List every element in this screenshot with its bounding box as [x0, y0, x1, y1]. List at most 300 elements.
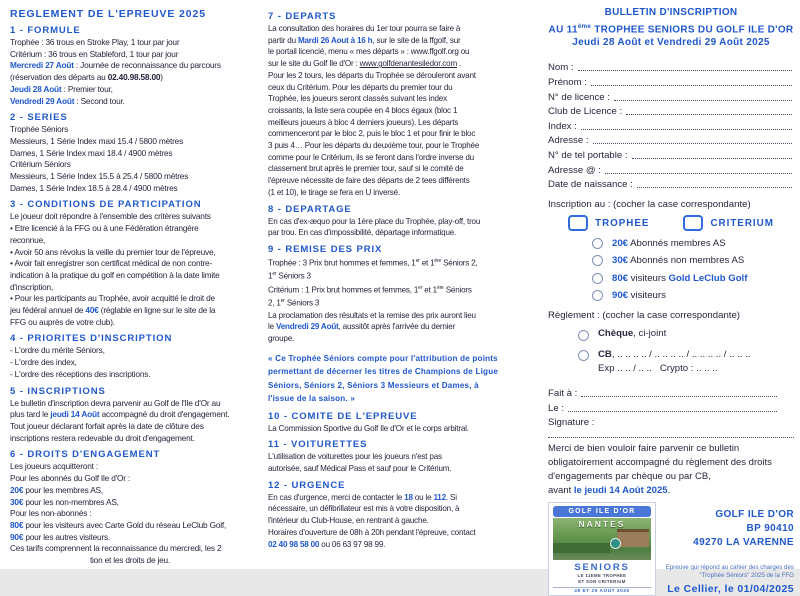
text-segment: FFG ou auprès de votre club).: [10, 316, 115, 327]
text-segment: er: [272, 271, 277, 278]
section-heading: 1 - FORMULE: [10, 25, 81, 36]
field-label: Date de naissance :: [548, 179, 633, 191]
text-segment: visiteurs: [628, 290, 666, 302]
text-segment: d'engagements par chèque ou par CB,: [548, 471, 711, 483]
text-segment: sur le site du Golf Ile d'Or :: [268, 59, 360, 69]
text-segment: Séniors, Séniors 2, Séniors 3 Messieurs et Dames, à: [268, 380, 479, 390]
text-line: [268, 296, 516, 309]
text-line: [548, 484, 794, 498]
payment-cheque-option: [578, 328, 794, 341]
text-line: [268, 451, 516, 463]
text-line: [10, 543, 250, 555]
text-segment: 20€: [10, 484, 24, 495]
text-segment: pour les autres visiteurs.: [23, 531, 111, 542]
text-segment: Dames, 1 Série Index 18.5 à 28.4 / 4900 mètres: [10, 182, 178, 193]
text-line: [10, 159, 250, 171]
field-naissance: [548, 176, 794, 191]
text-line: [548, 20, 794, 37]
dotted-line: [614, 92, 792, 101]
radio-fee-80[interactable]: [592, 273, 603, 284]
text-segment: meilleurs joueurs à bloc 4 derniers joueurs). Les départs: [268, 117, 459, 127]
field-label: Adresse :: [548, 135, 589, 147]
submission-note: [548, 442, 794, 498]
text-line: [10, 37, 250, 49]
text-segment: • Avoir fait enregistrer son certificat médical de non contre-: [10, 258, 213, 269]
text-segment: 90€: [10, 531, 24, 542]
radio-fee-30[interactable]: [592, 255, 603, 266]
text-segment: partir du: [268, 35, 298, 45]
text-segment: Exp .. .. / .. .. Crypto : .. .. ..: [598, 363, 718, 375]
text-segment: par trou. En cas d'impossibilité, départage informatique.: [268, 228, 457, 238]
text-line: [268, 175, 516, 187]
text-segment: reconnue,: [10, 234, 46, 245]
dotted-line: [568, 403, 777, 412]
text-segment: Le joueur doit répondre à l'ensemble des critères suivants: [10, 211, 211, 222]
field-label: Club de Licence :: [548, 106, 623, 118]
text-line: [268, 152, 516, 164]
text-line: [268, 365, 516, 379]
text-line: [598, 362, 750, 376]
text-line: [10, 473, 250, 485]
text-segment: .: [667, 485, 671, 497]
section-urgence: [268, 479, 516, 551]
text-line: [10, 282, 250, 294]
text-segment: Vendredi 29 Août: [10, 95, 75, 106]
fee-option-90: [592, 290, 794, 301]
text-segment: , .. .. .. .. / .. .. .. .. / .. .. .. .. / .. .. ..: [611, 349, 751, 361]
checkbox-criterium[interactable]: [683, 215, 703, 231]
bulletin-title: [548, 6, 794, 50]
text-segment: En cas d'urgence, merci de contacter le: [268, 492, 405, 502]
text-line: [10, 124, 250, 136]
dotted-line: [626, 106, 792, 115]
field-club: [548, 103, 794, 118]
section-comite: [268, 410, 516, 435]
text-line: [268, 163, 516, 175]
text-line: [268, 128, 516, 140]
reglement-label: Règlement : (cocher la case correspondante): [548, 310, 740, 322]
text-segment: comme pour le Critérium, ils se feront dans l'ordre inverse du: [268, 152, 474, 162]
text-line: [10, 60, 250, 72]
section-heading: 10 - COMITE DE L'EPREUVE: [268, 410, 418, 422]
text-line: [10, 532, 250, 544]
text-segment: Abonnés membres AS: [628, 237, 726, 249]
text-segment: ou 06 63 97 98 99.: [319, 539, 386, 549]
section-body: [10, 124, 250, 194]
text-segment: croissants, la liste sera coupée en 4 blocs égaux (bloc 1: [268, 105, 458, 115]
text-line: [268, 93, 516, 105]
text-segment: 02 40 98 58 00: [268, 539, 320, 549]
section-heading: 6 - DROITS D'ENGAGEMENT: [10, 449, 161, 461]
section-heading: 11 - VOITURETTES: [268, 439, 368, 451]
section-remise-prix: [268, 243, 516, 345]
text-segment: Gold LeClub Golf: [668, 272, 748, 284]
tournament-poster: [548, 502, 656, 596]
text-segment: ème: [577, 22, 592, 30]
fee-option-80: [592, 273, 794, 284]
signature-label: Signature :: [548, 417, 595, 429]
dotted-line: [593, 135, 792, 144]
text-segment: groupe.: [268, 333, 295, 343]
text-segment: 18: [404, 492, 413, 502]
text-segment: Jeudi 28 Août et Vendredi 29 Août 2025: [572, 37, 770, 49]
section-departage: [268, 203, 516, 239]
text-segment: l'épreuve nécessite de faire des départs de 2 tees différents: [268, 176, 470, 186]
text-line: [10, 293, 250, 305]
text-segment: Critérium : 36 trous en Stableford, 1 tour par jour: [10, 48, 179, 59]
text-segment: Trophée Séniors: [10, 124, 69, 135]
text-line: [268, 23, 516, 35]
text-segment: , sur le site de la ffgolf, sur: [372, 35, 461, 45]
text-segment: commenceront par le bloc 2, puis le bloc 1 et pour finir le bloc: [268, 129, 476, 139]
text-line: [10, 223, 250, 235]
text-segment: avant: [548, 485, 574, 497]
text-line: [268, 503, 516, 515]
text-segment: : Second tour.: [74, 95, 125, 106]
text-segment: l'intérieur du Club-House, en rentrant à gauche.: [268, 516, 429, 526]
text-segment: Séniors: [443, 285, 472, 295]
section-body: [268, 451, 516, 474]
field-index: [548, 117, 794, 132]
text-segment: Trophée : 3 Prix brut hommes et femmes, 1: [268, 258, 416, 268]
fee-label: [612, 255, 744, 266]
text-segment: ceux du Critérium. Pour les départs du premier tour du: [268, 82, 453, 92]
text-line: [10, 148, 250, 160]
text-segment: pour les membres AS,: [23, 484, 103, 495]
text-segment: « Ce Trophée Séniors compte pour l'attribution de points: [268, 353, 498, 363]
text-line: [268, 46, 516, 58]
checkbox-trophee[interactable]: [568, 215, 588, 231]
column-bulletin: [526, 6, 794, 596]
text-segment: ère: [436, 284, 444, 291]
text-segment: classement brut après le premier tour, sauf si le comité de: [268, 164, 464, 174]
text-line: [268, 463, 516, 475]
radio-payment-cb[interactable]: [578, 350, 589, 361]
text-segment: 1: [268, 272, 273, 282]
text-line: [10, 485, 250, 497]
text-segment: : Premier tour,: [61, 83, 113, 94]
text-line: [10, 433, 250, 445]
text-line: [268, 82, 516, 94]
poster-subtitle-2: ET SON CRITERIUM: [578, 578, 626, 584]
section-series: [10, 111, 250, 194]
text-line: [10, 235, 250, 247]
text-line: [10, 49, 250, 61]
section-body: [268, 256, 516, 345]
text-line: [268, 379, 516, 393]
text-segment: Chèque: [598, 328, 634, 340]
text-segment: 20€: [612, 237, 629, 249]
text-segment: Pour les 2 tours, les départs du Trophée se dérouleront avant: [268, 70, 476, 80]
text-segment: et 1: [422, 285, 437, 295]
text-segment: BULLETIN D'INSCRIPTION: [604, 7, 738, 18]
inscription-choices: [548, 215, 794, 231]
clubhouse-shape: [617, 529, 649, 547]
address-line: 49270 LA VARENNE: [693, 537, 794, 549]
text-segment: jeudi 14 Août: [50, 409, 100, 420]
league-points-note: [268, 352, 516, 406]
text-segment: .: [457, 59, 462, 69]
link-url[interactable]: www.golfdenantesiledor.com: [359, 59, 457, 69]
section-body: [268, 492, 516, 551]
text-line: [10, 555, 250, 567]
text-line: [10, 497, 250, 509]
text-segment: Horaires d'ouverture de 08h à 20h pendant l'épreuve, contact: [268, 527, 476, 537]
text-line: [268, 423, 516, 435]
text-segment: (réservation des départs au: [10, 72, 108, 83]
text-line: [10, 305, 250, 317]
text-segment: Trophée : 36 trous en Stroke Play, 1 tour par jour: [10, 37, 180, 47]
text-line: [548, 6, 794, 20]
text-segment: : Journée de reconnaissance du parcours: [73, 60, 221, 71]
golf-course-photo: [553, 518, 651, 560]
fee-option-30: [592, 255, 794, 266]
field-adresse: [548, 132, 794, 147]
text-segment: , aussitôt après l'arrivée du dernier: [338, 322, 456, 332]
section-body: [268, 216, 516, 239]
reglement-title: REGLEMENT DE L'EPREUVE 2025: [10, 8, 207, 20]
section-body: [268, 23, 516, 199]
bulletin-footer: [548, 502, 794, 596]
text-segment: tion et les droits de jeu.: [89, 555, 171, 566]
text-line: [268, 283, 516, 296]
text-segment: d'inscription,: [10, 281, 54, 292]
text-segment: ère: [434, 257, 442, 264]
text-segment: Ces tarifs comprennent la reconnaissance du mercredi, les 2: [10, 543, 222, 554]
text-line: [268, 492, 516, 504]
dotted-line: [578, 62, 792, 71]
text-line: [548, 456, 794, 470]
text-segment: le: [268, 322, 276, 332]
text-segment: Le bulletin d'inscription devra parvenir au Golf de l'Ile d'Or au: [10, 397, 221, 408]
text-segment: plus tard le: [10, 409, 51, 420]
radio-fee-90[interactable]: [592, 290, 603, 301]
text-segment: 30€: [10, 496, 24, 507]
text-line: [268, 269, 516, 282]
column-reglement-suite: [250, 6, 526, 569]
text-segment: le portail licencié, menu « mes départs » : www.ffgolf.org ou: [268, 47, 470, 57]
text-line: [268, 105, 516, 117]
text-line: [10, 508, 250, 520]
section-body: [10, 211, 250, 328]
field-email: [548, 161, 794, 176]
text-segment: Mardi 26 Aout à 16 h: [297, 35, 373, 45]
section-formule: [10, 24, 250, 107]
section-heading: 8 - DEPARTAGE: [268, 203, 352, 215]
text-segment: nécessaire, un défibrillateur est mis à votre disposition, à: [268, 504, 460, 514]
fee-label: [612, 238, 726, 249]
hedge-shape: [553, 543, 610, 553]
trophee-label: TROPHEE: [595, 217, 650, 229]
text-segment: accompagné du droit d'engagement.: [99, 409, 230, 420]
text-segment: er: [418, 284, 423, 291]
poster-city: NANTES: [578, 519, 626, 530]
trophee-option: [568, 215, 649, 231]
section-body: [10, 37, 250, 107]
text-segment: pour les non-membres AS,: [23, 496, 119, 507]
text-segment: - L'ordre du mérite Séniors,: [10, 345, 105, 356]
text-line: [268, 140, 516, 152]
field-label: N° de licence :: [548, 91, 610, 103]
text-segment: jeu fédéral annuel de: [10, 305, 86, 316]
text-segment: Les joueurs acquitteront :: [10, 461, 98, 472]
text-line: [10, 421, 250, 433]
bulletin-fields: [548, 59, 794, 190]
dotted-line: [581, 121, 792, 130]
field-telephone: [548, 146, 794, 161]
text-line: [10, 247, 250, 259]
text-line: [10, 409, 250, 421]
text-segment: Vendredi 29 Août: [275, 322, 339, 332]
text-segment: AU 11: [548, 23, 578, 35]
signoff-date: Le Cellier, le 01/04/2025: [667, 583, 794, 596]
text-line: [268, 321, 516, 333]
text-line: [548, 36, 794, 50]
dotted-line: [632, 150, 792, 159]
radio-payment-cheque[interactable]: [578, 330, 589, 341]
text-segment: En cas d'ex-æquo pour la 1ère place du Trophée, play-off, trou: [268, 216, 481, 226]
fee-label: [612, 273, 747, 284]
text-segment: inscriptions restera redevable du droit d'engagement.: [10, 432, 195, 443]
text-line: [548, 470, 794, 484]
section-body: [10, 345, 250, 380]
text-segment: 40€: [85, 305, 99, 316]
text-line: [268, 256, 516, 269]
field-label: Index :: [548, 120, 577, 132]
signature-block: [548, 383, 794, 428]
text-segment: 112: [433, 492, 446, 502]
field-prenom: [548, 73, 794, 88]
section-voiturettes: [268, 438, 516, 474]
text-segment: l'issue de la saison. »: [268, 394, 356, 404]
text-line: [268, 70, 516, 82]
text-line: [268, 333, 516, 345]
text-segment: et 1: [419, 258, 435, 268]
criterium-label: CRITERIUM: [710, 217, 774, 229]
text-segment: , ci-joint: [633, 328, 667, 340]
section-body: [10, 461, 250, 566]
text-segment: le jeudi 14 Août 2025: [573, 485, 668, 497]
fee-label: [612, 290, 666, 301]
text-line: [598, 348, 750, 362]
text-segment: 2, 1: [268, 298, 281, 308]
le-row: [548, 399, 779, 415]
text-segment: • Etre licencié à la FFG ou à une Fédération étrangère: [10, 223, 199, 234]
text-line: [268, 539, 516, 551]
text-segment: Messieurs, 1 Série Index 15.5 à 25.4 / 5800 mètres: [10, 171, 189, 182]
text-line: [268, 35, 516, 47]
text-segment: obligatoirement accompagné du règlement des droits: [548, 457, 772, 469]
text-line: [10, 461, 250, 473]
poster-date: 28 ET 29 AOUT 2025: [553, 587, 651, 595]
text-line: [268, 527, 516, 539]
text-segment: La consultation des horaires du 1er tour pourra se faire à: [268, 24, 461, 33]
text-line: [10, 183, 250, 195]
text-line: [268, 392, 516, 406]
field-licence: [548, 88, 794, 103]
section-heading: 5 - INSCRIPTIONS: [10, 385, 106, 397]
text-line: [268, 515, 516, 527]
address-line: BP 90410: [746, 523, 794, 535]
club-address-block: [666, 502, 794, 596]
section-heading: 12 - URGENCE: [268, 479, 346, 491]
radio-fee-20[interactable]: [592, 238, 603, 249]
text-line: [268, 117, 516, 129]
section-heading: 9 - REMISE DES PRIX: [268, 243, 383, 255]
section-conditions: [10, 198, 250, 328]
text-segment: 80€: [10, 519, 24, 530]
text-segment: permettant de décerner les titres de Champions de Ligue: [268, 367, 499, 377]
section-heading: 2 - SERIES: [10, 112, 68, 124]
text-segment: • Pour les participants au Trophée, avoir acquitté le droit de: [10, 293, 215, 304]
poster-banner: GOLF ILE D'OR: [553, 506, 651, 517]
poster-subtitle-1: LE 11EME TROPHEE: [577, 573, 627, 579]
dotted-separator: [548, 437, 794, 438]
section-heading: 4 - PRIORITES D'INSCRIPTION: [10, 333, 173, 345]
payment-cb-option: [578, 348, 794, 376]
section-priorites: [10, 332, 250, 380]
text-segment: - L'ordre des index,: [10, 357, 77, 368]
text-segment: Critérium Séniors: [10, 159, 71, 170]
text-segment: Trophée, les joueurs seront classés suivant les index: [268, 94, 447, 104]
fait-a-label: Fait à :: [548, 387, 578, 399]
field-label: Adresse @ :: [548, 164, 601, 176]
text-segment: 30€: [612, 255, 629, 267]
text-line: [268, 58, 516, 70]
text-segment: Pour les abonnés du Golf Ile d'Or :: [10, 473, 131, 484]
address-line: GOLF ILE D'OR: [715, 509, 794, 521]
text-segment: (réglable en ligne sur le site de la: [98, 305, 216, 316]
dotted-line: [581, 388, 777, 397]
text-segment: Messieurs, 1 Série Index maxi 15.4 / 5800 mètres: [10, 135, 184, 146]
field-label: N° de tel portable :: [548, 149, 628, 161]
text-segment: (1 et 10), le tirage se fera en U inversé.: [268, 187, 400, 197]
text-segment: CB: [598, 349, 612, 361]
text-segment: er: [280, 298, 285, 305]
text-line: [10, 84, 250, 96]
text-segment: 90€: [612, 290, 629, 302]
smallprint-line: "Trophée Séniors" 2025 de la FFG: [699, 572, 794, 580]
text-line: [10, 258, 250, 270]
payment-cb-label: [598, 348, 750, 376]
text-line: [10, 357, 250, 369]
fait-a-row: [548, 383, 779, 399]
dotted-line: [605, 165, 792, 174]
field-label: Nom :: [548, 62, 574, 74]
text-segment: Séniors 2,: [441, 258, 478, 268]
fee-option-20: [592, 238, 794, 249]
text-line: [268, 352, 516, 366]
text-segment: Abonnés non membres AS: [628, 255, 745, 267]
text-line: [548, 442, 794, 456]
text-line: [10, 72, 250, 84]
text-segment: 3 puis 4… Pour les départs du deuxième tour, pour le Trophée: [268, 141, 480, 151]
column-reglement: [10, 6, 250, 569]
text-line: [268, 227, 516, 239]
text-segment: . Si: [445, 492, 457, 502]
text-segment: Dames, 1 Série Index maxi 18.4 / 4900 mètres: [10, 147, 173, 158]
le-label: Le :: [548, 403, 565, 415]
text-line: [268, 216, 516, 228]
section-body: [268, 423, 516, 435]
text-segment: Séniors 3: [276, 272, 311, 282]
poster-title: SENIORS: [574, 562, 630, 574]
inscription-label: Inscription au : (cocher la case correspondante): [548, 199, 751, 211]
payment-cheque-label: [598, 328, 666, 339]
text-segment: pour les visiteurs avec Carte Gold du réseau LeClub Golf,: [23, 519, 227, 530]
text-segment: visiteurs: [628, 272, 669, 284]
text-segment: Mercredi 27 Août: [10, 60, 74, 71]
